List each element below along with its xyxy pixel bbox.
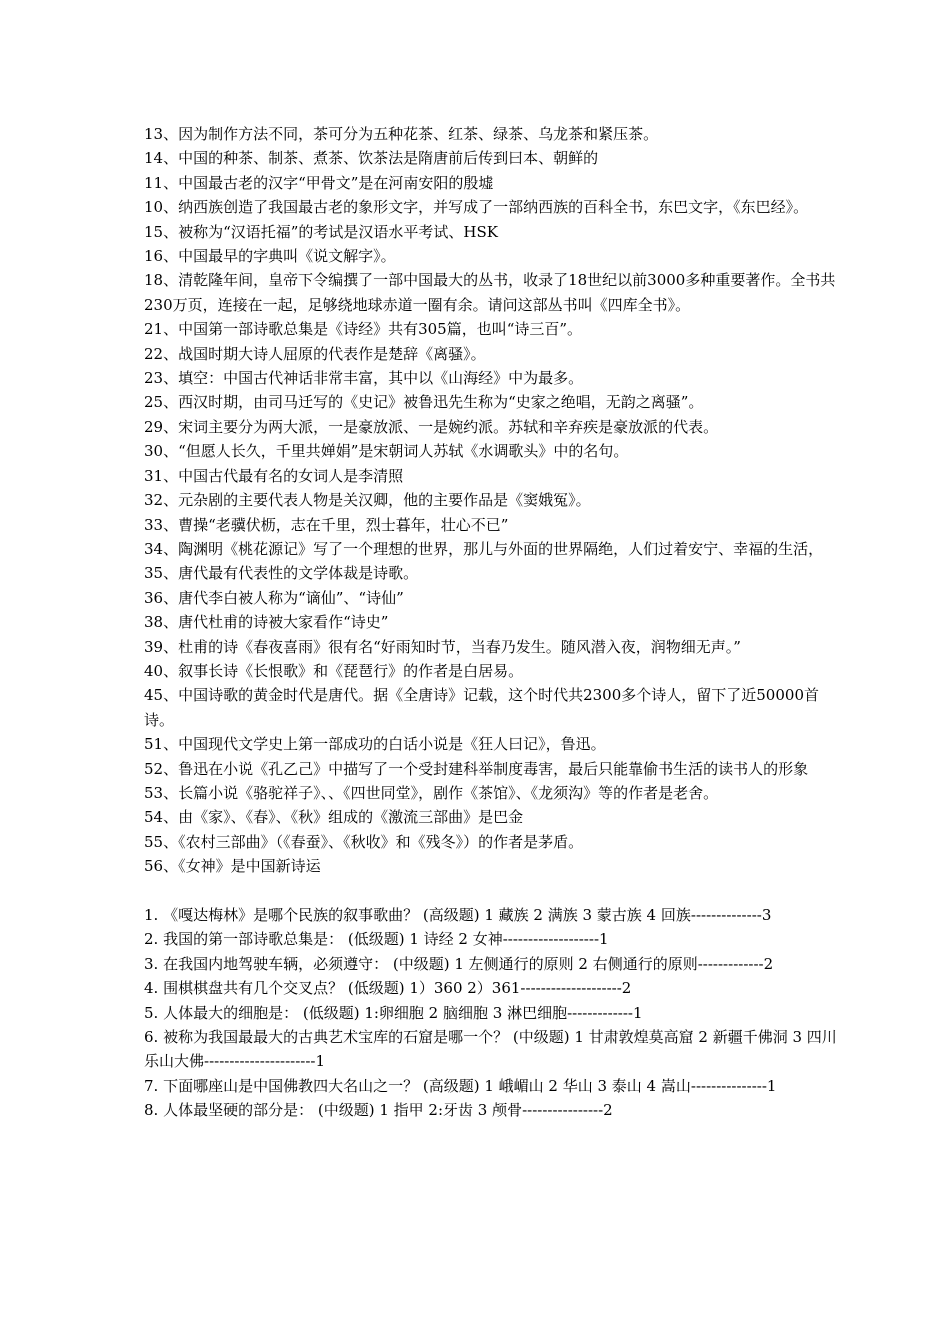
fact-paragraph: 10、纳西族创造了我国最古老的象形文字，并写成了一部纳西族的百科全书，东巴文字，《东巴经》。 (144, 198, 809, 217)
fact-paragraph: 33、曹操“老骥伏枥，志在千里，烈士暮年，壮心不已” (144, 515, 509, 534)
fact-paragraph: 23、填空：中国古代神话非常丰富，其中以《山海经》中为最多。 (144, 369, 584, 388)
quiz-item: 5. 人体最大的细胞是： (低级题) 1:卵细胞 2 脑细胞 3 淋巴细胞-------------1 (144, 1003, 643, 1022)
facts-section (144, 122, 844, 879)
fact-paragraph: 11、中国最古老的汉字“甲骨文”是在河南安阳的殷墟 (144, 173, 494, 192)
quiz-section (144, 903, 844, 1123)
fact-paragraph: 15、被称为“汉语托福”的考试是汉语水平考试、HSK (144, 222, 498, 241)
section-gap (144, 879, 844, 903)
quiz-item: 1. 《嘎达梅林》是哪个民族的叙事歌曲？ (高级题) 1 藏族 2 满族 3 蒙古族 4 回族--------------3 (144, 905, 772, 924)
fact-paragraph: 36、唐代李白被人称为“谪仙”、“诗仙” (144, 588, 404, 607)
fact-paragraph: 14、中国的种茶、制茶、煮茶、饮茶法是隋唐前后传到曰本、朝鲜的 (144, 149, 599, 168)
quiz-item: 3. 在我国内地驾驶车辆，必须遵守： (中级题) 1 左侧通行的原则 2 右侧通行的原则-------------2 (144, 954, 774, 973)
fact-paragraph: 45、中国诗歌的黄金时代是唐代。据《全唐诗》记载，这个时代共2300多个诗人，留下了近50000首诗。 (144, 686, 819, 729)
fact-paragraph: 16、中国最早的字典叫《说文解字》。 (144, 247, 396, 266)
fact-paragraph: 56、《女神》是中国新诗运 (144, 857, 321, 876)
fact-paragraph: 55、《农村三部曲》（《春蚕》、《秋收》和《残冬》）的作者是茅盾。 (144, 832, 584, 851)
fact-paragraph: 29、宋词主要分为两大派，一是豪放派、一是婉约派。苏轼和辛弃疾是豪放派的代表。 (144, 417, 719, 436)
fact-paragraph: 51、中国现代文学史上第一部成功的白话小说是《狂人曰记》，鲁迅。 (144, 735, 606, 754)
fact-paragraph: 25、西汉时期，由司马迁写的《史记》被鲁迅先生称为“史家之绝唱，无韵之离骚”。 (144, 393, 704, 412)
fact-paragraph: 31、中国古代最有名的女词人是李清照 (144, 466, 404, 485)
fact-paragraph: 13、因为制作方法不同，茶可分为五种花茶、红茶、绿茶、乌龙茶和紧压茶。 (144, 125, 659, 143)
fact-paragraph: 38、唐代杜甫的诗被大家看作“诗史” (144, 613, 389, 632)
quiz-item: 7. 下面哪座山是中国佛教四大名山之一？ (高级题) 1 峨嵋山 2 华山 3 泰山 4 嵩山---------------1 (144, 1076, 777, 1095)
fact-paragraph: 53、长篇小说《骆驼祥子》、、《四世同堂》，剧作《茶馆》、《龙须沟》等的作者是老舍。 (144, 783, 719, 802)
fact-paragraph: 52、鲁迅在小说《孔乙己》中描写了一个受封建科举制度毒害，最后只能靠偷书生活的读书人的形象 (144, 759, 809, 778)
fact-paragraph: 21、中国第一部诗歌总集是《诗经》共有305篇，也叫“诗三百”。 (144, 320, 583, 339)
fact-paragraph: 39、杜甫的诗《春夜喜雨》很有名“好雨知时节，当春乃发生。随风潜入夜，润物细无声。” (144, 637, 741, 656)
fact-paragraph: 32、元杂剧的主要代表人物是关汉卿，他的主要作品是《窦娥冤》。 (144, 491, 591, 510)
fact-paragraph: 34、陶渊明《桃花源记》写了一个理想的世界，那儿与外面的世界隔绝，人们过着安宁、幸福的生活， (144, 539, 824, 558)
fact-paragraph: 35、唐代最有代表性的文学体裁是诗歌。 (144, 564, 419, 583)
fact-paragraph: 54、由《家》、《春》、《秋》组成的《激流三部曲》是巴金 (144, 808, 524, 827)
fact-paragraph: 40、叙事长诗《长恨歌》和《琵琶行》的作者是白居易。 (144, 661, 524, 680)
quiz-item: 6. 被称为我国最最大的古典艺术宝库的石窟是哪一个？ (中级题) 1 甘肃敦煌莫高窟 2 新疆千佛洞 3 四川乐山大佛----------------------1 (144, 1028, 837, 1071)
fact-paragraph: 18、清乾隆年间，皇帝下令编撰了一部中国最大的丛书，收录了18世纪以前3000多种重要著作。全书共230万页，连接在一起，足够绕地球赤道一圈有余。请问这部丛书叫《四库全书》。 (144, 271, 836, 314)
quiz-item: 8. 人体最坚硬的部分是： (中级题) 1 指甲 2:牙齿 3 颅骨----------------2 (144, 1101, 613, 1120)
quiz-item: 2. 我国的第一部诗歌总集是： (低级题) 1 诗经 2 女神-------------------1 (144, 930, 609, 949)
document-page (144, 122, 844, 1123)
fact-paragraph: 30、“但愿人长久，千里共婵娟”是宋朝词人苏轼《水调歌头》中的名句。 (144, 442, 629, 461)
fact-paragraph: 22、战国时期大诗人屈原的代表作是楚辞《离骚》。 (144, 344, 486, 363)
quiz-item: 4. 围棋棋盘共有几个交叉点？ (低级题) 1）360 2）361--------------------2 (144, 979, 632, 998)
